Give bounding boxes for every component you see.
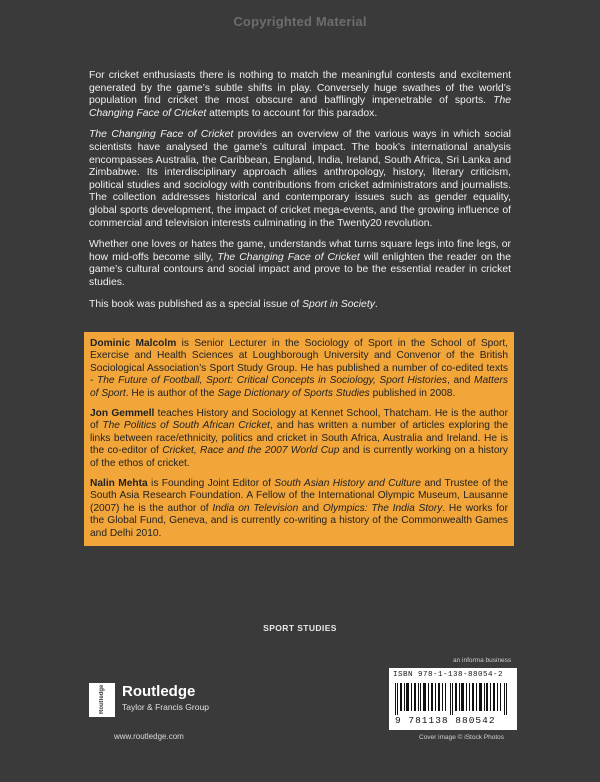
copyright-watermark: Copyrighted Material bbox=[233, 14, 367, 29]
routledge-logo-icon: Routledge bbox=[89, 683, 115, 717]
author-bio-malcolm: Dominic Malcolm is Senior Lecturer in the Sociology of Sport in the School of Sport, Exercise and Health Sciences at Loughborough University and Convenor of the British Sociological Association’s Sport Study Group. He has published a number of co-edited texts - The Future of Football, Sport: Critical Concepts in Sociology, Sport Histories, and Matters of Sport. He is author of the Sage Dictionary of Sports Studies published in 2008. bbox=[90, 338, 508, 399]
author-bio-gemmell: Jon Gemmell teaches History and Sociology at Kennet School, Thatcham. He is the author of The Politics of South African Cricket, and has written a number of articles exploring the links between race/ethnicity, politics and cricket in South Africa, Australia and Ireland. He is the co-editor of Cricket, Race and the 2007 World Cup and is currently working on a history of the ethos of cricket. bbox=[90, 408, 508, 469]
cover-image-credit: Cover image © iStock Photos bbox=[419, 734, 504, 741]
publisher-group: Taylor & Francis Group bbox=[122, 702, 209, 712]
author-bio-mehta: Nalin Mehta is Founding Joint Editor of South Asian History and Culture and Trustee of the South Asia Research Foundation. A Fellow of the International Olympic Museum, Lausanne (2007) he is the author of India on Television and Olympics: The India Story. He works for the Global Fund, Geneva, and is currently co-writing a history of the Commonwealth Games and Delhi 2010. bbox=[90, 478, 509, 539]
informa-tagline: an informa business bbox=[453, 657, 512, 664]
publisher-website: www.routledge.com bbox=[114, 732, 184, 741]
description-paragraph-2: The Changing Face of Cricket provides an overview of the various ways in which social scientists have analysed the game’s cultural impact. The book’s international analysis encompasses Australia, the Caribbean, England, India, Ireland, South Africa, Sri Lanka and Zimbabwe. Its interdisciplinary approach allies anthropology, history, literary criticism, political studies and sociology with contributions from cricket administrators and journalists. The collection addresses historical and contemporary issues such as gender equality, global sports development, the impact of cricket mega-events, and the growing influence of commercial and television interests culminating in the Twenty20 revolution. bbox=[89, 129, 511, 229]
description-paragraph-1: For cricket enthusiasts there is nothing to match the meaningful contests and excitement generated by the game’s subtle shifts in play. Conversely huge swathes of the world’s population find cricket the most obscure and bafflingly impenetrable of sports. The Changing Face of Cricket attempts to account for this paradox. bbox=[89, 70, 511, 119]
book-description bbox=[89, 70, 511, 320]
author-bios-box bbox=[84, 332, 514, 546]
barcode-digits: 9 781138 880542 bbox=[395, 715, 496, 726]
publisher-name: Routledge bbox=[122, 683, 196, 700]
barcode-bars-icon bbox=[393, 683, 513, 715]
description-paragraph-4: This book was published as a special issue of Sport in Society. bbox=[89, 298, 378, 310]
isbn-barcode bbox=[389, 668, 517, 730]
category-label: SPORT STUDIES bbox=[263, 623, 337, 633]
description-paragraph-3: Whether one loves or hates the game, understands what turns square legs into fine legs, or how mid-offs become silly, The Changing Face of Cricket will enlighten the reader on the game’s cultural contours and social impact and prove to be the essential reader in cricket studies. bbox=[89, 239, 511, 288]
isbn-number: ISBN 978-1-138-88054-2 bbox=[393, 671, 504, 679]
